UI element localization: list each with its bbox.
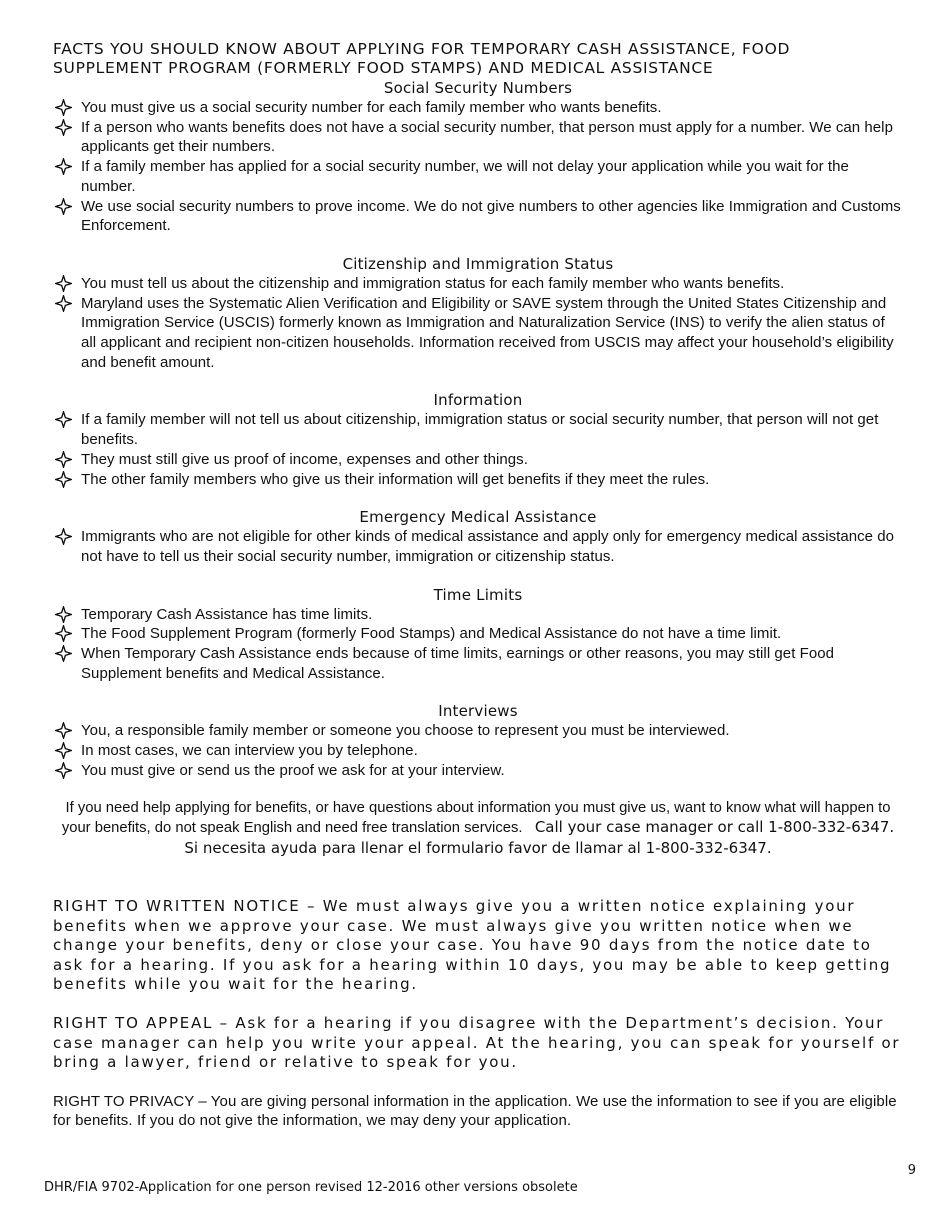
- section: [53, 507, 903, 566]
- four-point-star-icon: [55, 742, 72, 759]
- section: [53, 585, 903, 684]
- list-item: [53, 741, 903, 761]
- list-item: [53, 605, 903, 625]
- section: [53, 390, 903, 489]
- list-item-text: If a person who wants benefits does not have a social security number, that person must apply for a number. We can help applicants get their numbers.: [81, 118, 893, 156]
- sections-container: [53, 78, 903, 781]
- form-footer: DHR/FIA 9702-Application for one person revised 12-2016 other versions obsolete: [44, 1180, 578, 1195]
- right-to-appeal: RIGHT TO APPEAL – Ask for a hearing if you disagree with the Department’s decision. Your case manager can help you write your appeal. At the hearing, you can speak for yourself or bring a lawyer, friend or relative to speak for you.: [53, 1014, 901, 1072]
- document-title: FACTS YOU SHOULD KNOW ABOUT APPLYING FOR TEMPORARY CASH ASSISTANCE, FOOD SUPPLEMENT PROGRAM (FORMERLY FOOD STAMPS) AND MEDICAL ASSISTANCE: [53, 40, 791, 77]
- section-heading: Citizenship and Immigration Status: [342, 254, 614, 273]
- section: [53, 254, 903, 373]
- four-point-star-icon: [55, 451, 72, 468]
- list-item-text: In most cases, we can interview you by telephone.: [81, 742, 418, 760]
- list-item-text: The Food Supplement Program (formerly Food Stamps) and Medical Assistance do not have a time limit.: [81, 625, 782, 643]
- list-item-text: If a family member will not tell us about citizenship, immigration status or social security number, that person will not get benefits.: [81, 411, 879, 449]
- list-item: [53, 197, 903, 236]
- list-item-text: They must still give us proof of income, expenses and other things.: [81, 450, 528, 468]
- list-item-text: You must give us a social security number for each family member who wants benefits.: [81, 99, 662, 116]
- four-point-star-icon: [55, 198, 72, 215]
- section-heading: Social Security Numbers: [383, 79, 573, 97]
- four-point-star-icon: [55, 99, 72, 116]
- bullet-list: [53, 274, 903, 373]
- list-item-text: You must give or send us the proof we ask for at your interview.: [81, 761, 505, 779]
- bullet-list: [53, 721, 903, 780]
- list-item: [53, 527, 903, 566]
- bullet-list: [53, 410, 903, 489]
- list-item-text: If a family member has applied for a social security number, we will not delay your application while you wait for the number.: [81, 158, 849, 195]
- four-point-star-icon: [55, 119, 72, 136]
- help-paragraph: [53, 799, 903, 860]
- right-to-written-notice: RIGHT TO WRITTEN NOTICE – We must always give you a written notice explaining your benefits when we approve your case. We must always give you written notice when we change your benefits, deny or close your case. You have 90 days from the notice date to ask for a hearing. If you ask for a hearing within 10 days, you may be able to keep getting benefits while you wait for the hearing.: [53, 897, 892, 994]
- four-point-star-icon: [55, 528, 72, 545]
- list-item: [53, 98, 903, 118]
- four-point-star-icon: [55, 625, 72, 642]
- list-item: [53, 470, 903, 490]
- bullet-list: [53, 605, 903, 684]
- four-point-star-icon: [55, 158, 72, 175]
- list-item-text: You must tell us about the citizenship and immigration status for each family member who wants benefits.: [81, 274, 785, 292]
- list-item: [53, 410, 903, 449]
- rights-section: [53, 897, 903, 1131]
- list-item: [53, 118, 903, 157]
- four-point-star-icon: [55, 762, 72, 779]
- list-item: [53, 644, 903, 683]
- four-point-star-icon: [55, 471, 72, 488]
- section-heading: Emergency Medical Assistance: [359, 508, 597, 527]
- help-text: If you need help applying for benefits, or have questions about information you must give us, want to know what will happen to your benefits, do not speak English and need free translation services.: [61, 799, 891, 837]
- list-item: [53, 450, 903, 470]
- section: [53, 78, 903, 236]
- four-point-star-icon: [55, 722, 72, 739]
- help-call-text: Call your case manager or call 1-800-332-6347. Si necesita ayuda para llenar el formulario favor de llamar al 1-800-332-6347.: [184, 818, 895, 857]
- four-point-star-icon: [55, 411, 72, 428]
- list-item-text: When Temporary Cash Assistance ends because of time limits, earnings or other reasons, you may still get Food Supplement benefits and Medical Assistance.: [81, 645, 835, 682]
- section-heading: Interviews: [438, 702, 518, 721]
- list-item: [53, 294, 903, 373]
- four-point-star-icon: [55, 275, 72, 292]
- list-item: [53, 721, 903, 741]
- bullet-list: [53, 527, 903, 566]
- four-point-star-icon: [55, 295, 72, 312]
- list-item: [53, 274, 903, 294]
- list-item-text: Temporary Cash Assistance has time limits.: [81, 605, 373, 623]
- list-item: [53, 157, 903, 196]
- list-item-text: The other family members who give us their information will get benefits if they meet the rules.: [81, 470, 710, 488]
- list-item: [53, 761, 903, 781]
- list-item-text: You, a responsible family member or someone you choose to represent you must be interviewed.: [81, 722, 730, 740]
- section-heading: Information: [433, 391, 523, 410]
- list-item-text: Maryland uses the Systematic Alien Verification and Eligibility or SAVE system through the United States Citizenship and Immigration Service (USCIS) formerly known as Immigration and Naturalization Service (INS) to verify the alien status of all applicant and recipient non-citizen households. Information received from USCIS may affect your household’s eligibility and benefit amount.: [81, 294, 894, 371]
- section-heading: Time Limits: [433, 585, 523, 604]
- document-page: [53, 40, 903, 1150]
- list-item-text: Immigrants who are not eligible for other kinds of medical assistance and apply only for emergency medical assistance do not have to tell us their social security number, immigration or citizenship status.: [81, 528, 895, 565]
- bullet-list: [53, 98, 903, 236]
- page-number: 9: [907, 1163, 916, 1178]
- four-point-star-icon: [55, 645, 72, 662]
- right-to-privacy: RIGHT TO PRIVACY – You are giving personal information in the application. We use the information to see if you are eligible for benefits. If you do not give the information, we may deny your application.: [53, 1092, 897, 1130]
- four-point-star-icon: [55, 606, 72, 623]
- section: [53, 701, 903, 780]
- list-item-text: We use social security numbers to prove income. We do not give numbers to other agencies like Immigration and Customs Enforcement.: [81, 197, 901, 235]
- list-item: [53, 624, 903, 644]
